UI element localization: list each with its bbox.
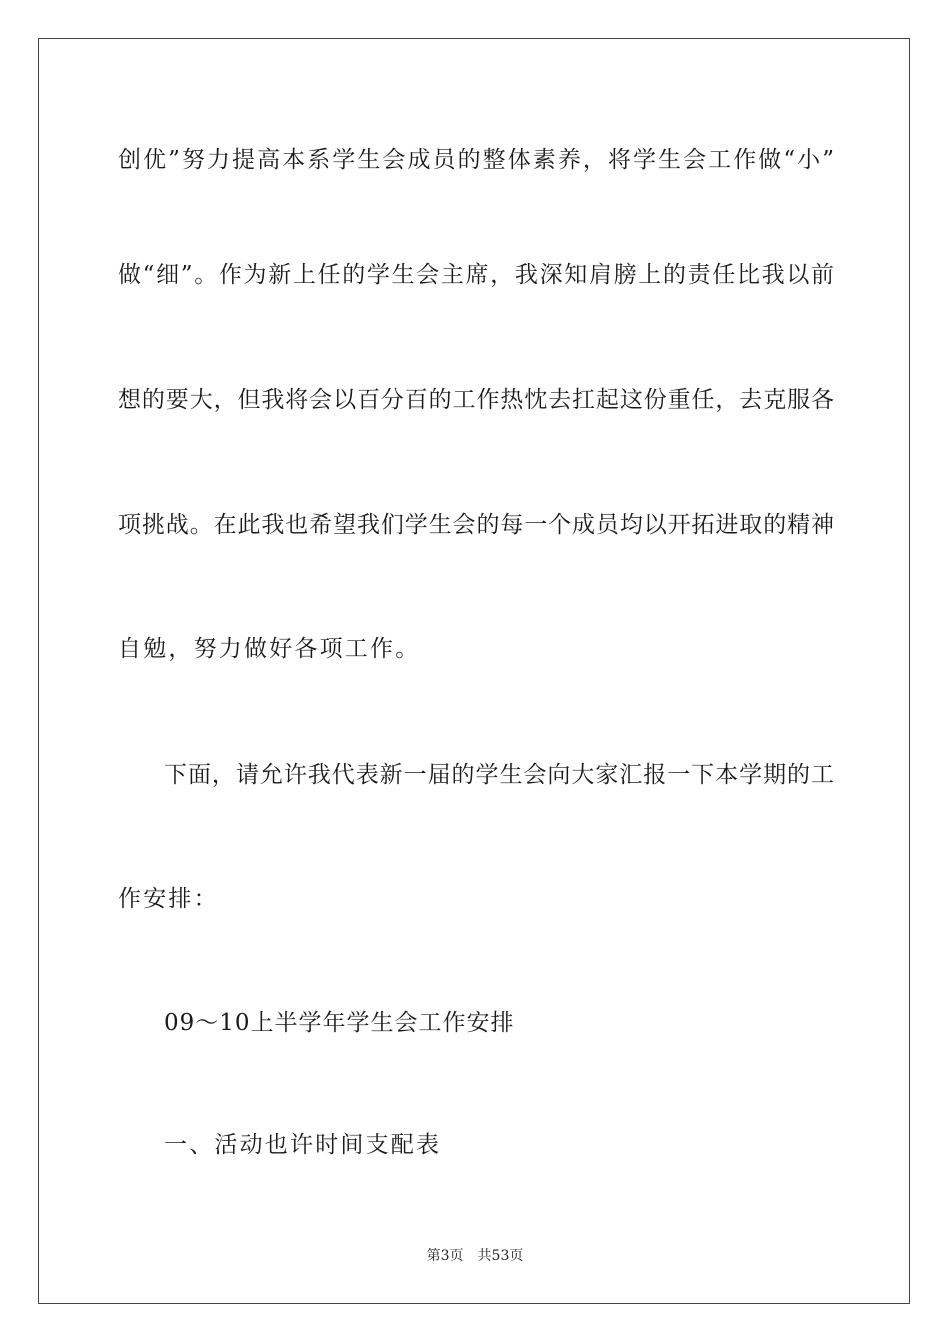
page-border [38,38,910,1304]
page-number: 第3页 [426,1248,464,1264]
section-heading: 09～10上半学年学生会工作安排 [164,1010,515,1036]
paragraph-line-3: 想的要大，但我将会以百分百的工作热忱去扛起这份重任，去克服各 [118,387,834,413]
paragraph-line-4: 项挑战。在此我也希望我们学生会的每一个成员均以开拓进取的精神 [118,512,834,538]
page-footer [0,1246,950,1266]
paragraph-line-7: 作安排： [118,886,219,912]
paragraph-line-1: 创优”努力提高本系学生会成员的整体素养，将学生会工作做“小” [118,147,834,173]
page-total: 共53页 [477,1248,524,1264]
subsection-heading: 一、活动也许时间支配表 [164,1132,442,1158]
paragraph-line-6: 下面，请允许我代表新一届的学生会向大家汇报一下本学期的工 [164,762,834,788]
paragraph-line-5: 自勉，努力做好各项工作。 [118,636,421,662]
paragraph-line-2: 做“细”。作为新上任的学生会主席，我深知肩膀上的责任比我以前 [118,262,834,288]
